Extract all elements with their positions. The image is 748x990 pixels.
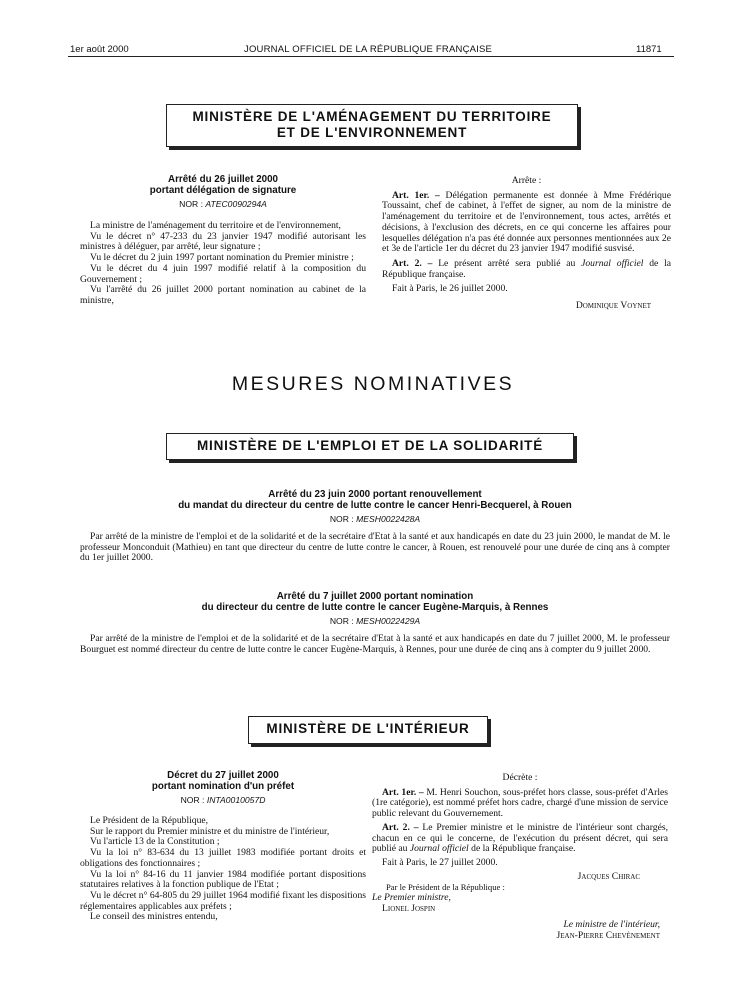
paragraph: La ministre de l'aménagement du territoire et de l'environnement, — [90, 220, 341, 231]
paragraph: Sur le rapport du Premier ministre et du ministre de l'intérieur, — [90, 825, 330, 837]
arrete-subtitle: du mandat du directeur du centre de lutte contre le cancer Henri-Becquerel, à Rouen — [178, 500, 572, 511]
decrete-label: Décrète : — [502, 772, 538, 783]
paragraph: Vu la loi n° 84-16 du 11 janvier 1984 modifiée portant dispositions statutaires relatives à la fonction publique de l'Etat ; — [80, 868, 366, 891]
header-rule — [68, 56, 674, 57]
article-1: Art. 1er. – Délégation permanente est donnée à Mme Frédérique Toussaint, chef de cabinet, à l'effet de signer, au nom de la ministre de l'aménagement du territoire et de l'environnement, tous actes, arrêtés et décisions, à l'exclusion des décrets, en ce qui concerne les affaires pour lesquelles délégation n'a pas été donnée aux personnes mentionnées aux 2e et 3e de l'article 1er du décret du 23 janvier 1947 modifié susvisé. — [382, 189, 671, 255]
arrete-23-juin — [80, 489, 670, 564]
arrete-label: Arrête : — [511, 175, 542, 186]
section-title-mesures-nominatives: MESURES NOMINATIVES — [231, 373, 515, 395]
arrete-26-juillet-right — [382, 176, 671, 312]
header-title: JOURNAL OFFICIEL DE LA RÉPUBLIQUE FRANÇAISE — [244, 44, 493, 55]
header-page-number: 11871 — [636, 44, 662, 55]
decret-27-juillet-left — [80, 770, 366, 923]
arrete-7-juillet — [80, 591, 670, 655]
paragraph: Vu le décret n° 47-233 du 23 janvier 1947 modifié autorisant les ministres à déléguer, par arrêté, leur signature ; — [80, 230, 366, 253]
arrete-subtitle: du directeur du centre de lutte contre le cancer Eugène-Marquis, à Rennes — [201, 602, 549, 613]
paragraph: Vu l'arrêté du 26 juillet 2000 portant nomination au cabinet de la ministre, — [80, 284, 366, 306]
article-2: Art. 2. – Le Premier ministre et le ministre de l'intérieur sont chargés, chacun en ce qui le concerne, de l'exécution du présent décret, qui sera publié au Journal officiel de la République française. — [372, 821, 668, 855]
paragraph: Le Président de la République, — [90, 815, 209, 826]
arrete-title: Arrêté du 26 juillet 2000 — [168, 174, 278, 185]
article-2: Art. 2. – Le présent arrêté sera publié au Journal officiel de la République française. — [382, 257, 672, 280]
paragraph: Par arrêté de la ministre de l'emploi et de la solidarité et de la secrétaire d'Etat à la santé et aux handicapés en date du 23 juin 2000, le mandat de M. le professeur Monconduit (Mathieu) en tant que directeur du centre de lutte contre le cancer, à Rouen, est renouvelé pour une durée de cinq ans à compter du 1er juillet 2000. — [80, 531, 670, 564]
fait-a-paris: Fait à Paris, le 27 juillet 2000. — [382, 856, 498, 868]
paragraph: Par arrêté de la ministre de l'emploi et de la solidarité et de la secrétaire d'Etat à la santé et aux handicapés en date du 7 juillet 2000, M. le professeur Bourguet est nommé directeur du centre de lutte contre le cancer Eugène-Marquis, à Rennes, pour une durée de cinq ans à compter du 9 juillet 2000. — [80, 633, 670, 655]
arrete-title: Arrêté du 23 juin 2000 portant renouvellement — [268, 489, 482, 500]
decret-subtitle: portant nomination d'un préfet — [151, 781, 295, 792]
paragraph: Vu la loi n° 83-634 du 13 juillet 1983 modifiée portant droits et obligations des fonctionnaires ; — [80, 847, 366, 869]
paragraph: Vu l'article 13 de la Constitution ; — [90, 836, 220, 848]
ministry-title-line1: MINISTÈRE DE L'AMÉNAGEMENT DU TERRITOIRE — [192, 109, 552, 124]
ministry-box-amenagement — [166, 104, 578, 147]
arrete-subtitle: portant délégation de signature — [149, 185, 297, 196]
paragraph: Le conseil des ministres entendu, — [90, 911, 218, 923]
decret-27-juillet-right — [372, 773, 668, 942]
paragraph: Vu le décret du 4 juin 1997 modifié relatif à la composition du Gouvernement ; — [80, 262, 366, 285]
par-le-president: Par le Président de la République : — [386, 882, 505, 893]
signature-president: Jacques Chirac — [577, 870, 640, 882]
arrete-26-juillet-left — [80, 174, 366, 307]
ministry-box-interieur: MINISTÈRE DE L'INTÉRIEUR — [248, 716, 488, 744]
ministry-box-emploi: MINISTÈRE DE L'EMPLOI ET DE LA SOLIDARITÉ — [166, 433, 574, 460]
article-1: Art. 1er. – M. Henri Souchon, sous-préfet hors classe, sous-préfet d'Arles (1re catégorie), est nommé préfet hors cadre, chargé d'une mission de service public relevant du Gouvernement. — [372, 786, 668, 820]
paragraph: Vu le décret n° 64-805 du 29 juillet 1964 modifié fixant les dispositions réglementaires applicables aux préfets ; — [80, 889, 366, 912]
signature-ministre-interieur: Jean-Pierre Chevènement — [556, 930, 660, 942]
header-date: 1er août 2000 — [70, 44, 129, 55]
fait-a-paris: Fait à Paris, le 26 juillet 2000. — [392, 283, 508, 295]
decret-title: Décret du 27 juillet 2000 — [167, 770, 279, 781]
ministre-interieur-title: Le ministre de l'intérieur, — [563, 919, 660, 931]
premier-ministre-title: Le Premier ministre, — [372, 892, 451, 904]
ministry-title-line2: ET DE L'ENVIRONNEMENT — [276, 125, 468, 140]
arrete-title: Arrêté du 7 juillet 2000 portant nomination — [276, 591, 474, 602]
nor-reference: NOR : MESH0022428A — [329, 514, 421, 524]
signature-premier-ministre: Lionel Jospin — [382, 902, 436, 914]
signature: Dominique Voynet — [575, 300, 651, 312]
nor-reference: NOR : INTA0010057D — [180, 795, 266, 805]
paragraph: Vu le décret du 2 juin 1997 portant nomination du Premier ministre ; — [90, 252, 354, 264]
nor-reference: NOR : ATEC0090294A — [179, 199, 267, 209]
nor-reference: NOR : MESH0022429A — [329, 616, 421, 626]
